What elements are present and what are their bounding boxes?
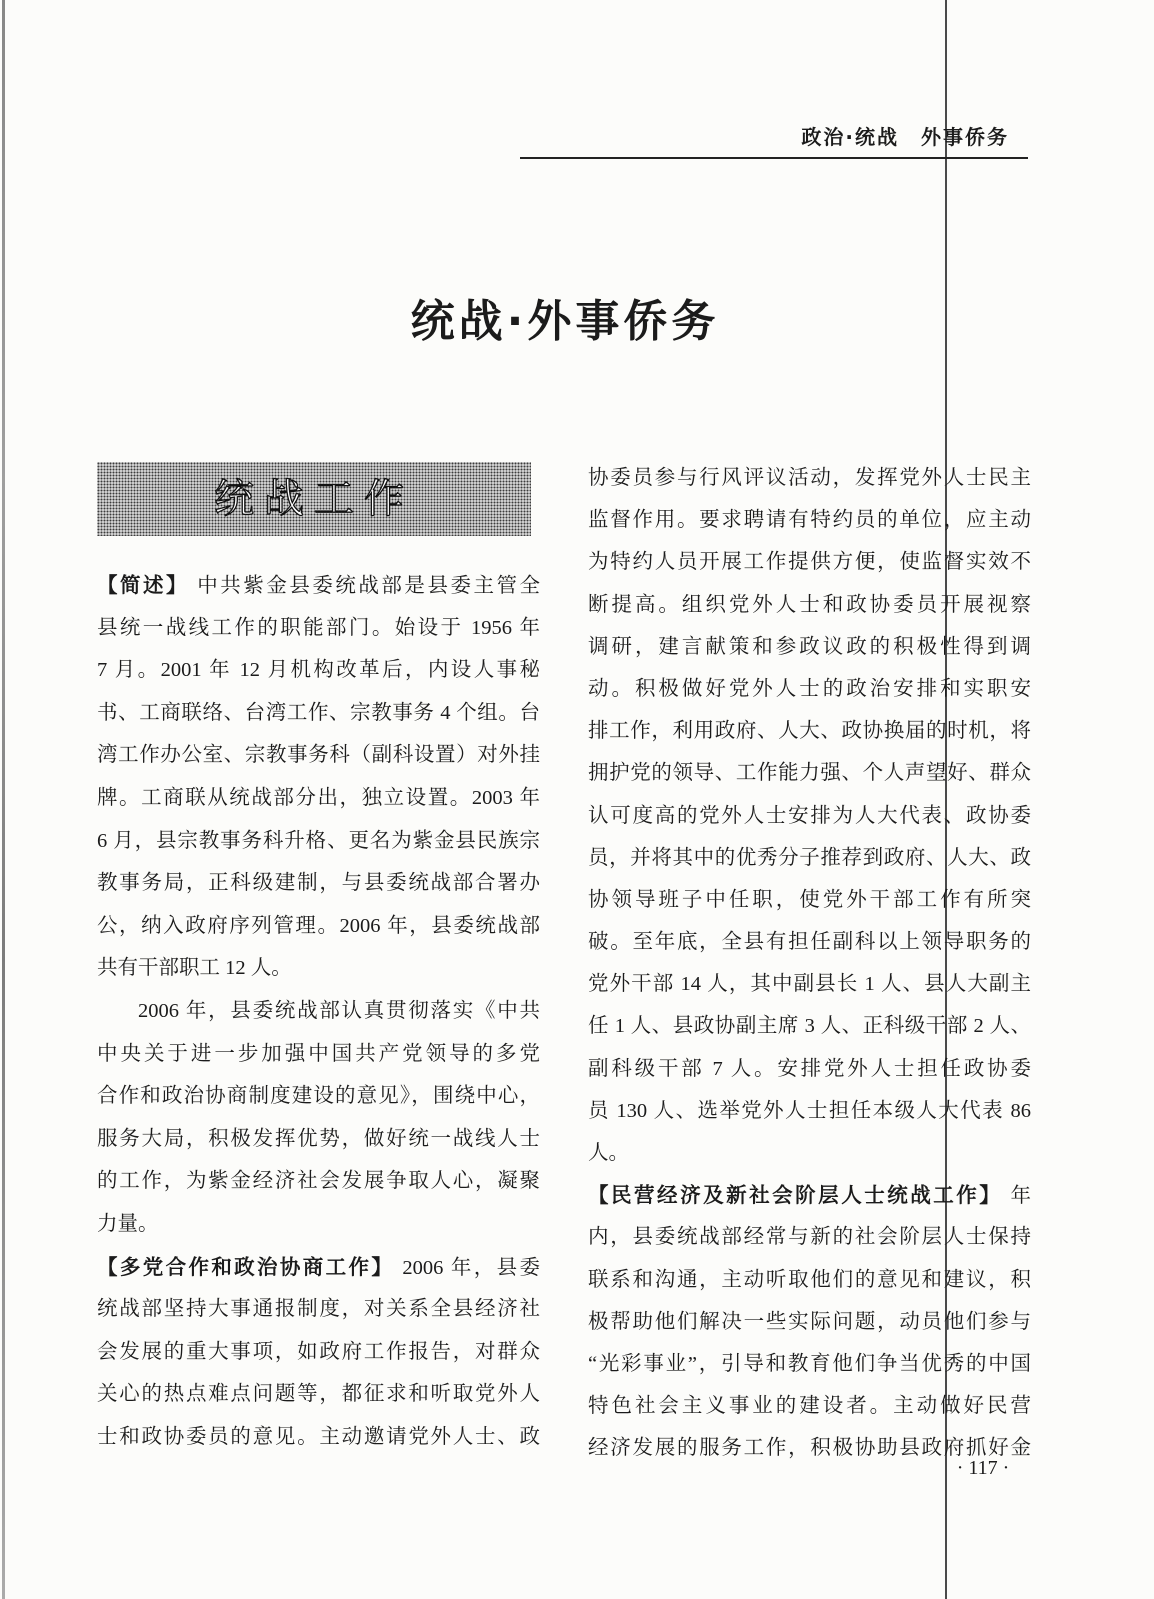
text-line xyxy=(97,564,540,607)
text-line: 断提高。组织党外人士和政协委员开展视察 xyxy=(588,593,1031,616)
text-line: 县统一战线工作的职能部门。始设于 1956 年 xyxy=(97,616,540,639)
text-line: 协领导班子中任职，使党外干部工作有所突 xyxy=(588,888,1031,911)
text-line: 的工作，为紫金经济社会发展争取人心，凝聚 xyxy=(97,1170,540,1193)
left-column xyxy=(97,564,540,1458)
text-line: 7 月。2001 年 12 月机构改革后，内设人事秘 xyxy=(97,659,540,682)
text-line: 破。至年底，全县有担任副科以上领导职务的 xyxy=(588,931,1031,954)
text-line: 内，县委统战部经常与新的社会阶层人士保持 xyxy=(588,1226,1031,1249)
text-line: 牌。工商联从统战部分出，独立设置。2003 年 xyxy=(97,786,540,809)
text-line: 联系和沟通，主动听取他们的意见和建议，积 xyxy=(588,1268,1031,1291)
page-number: · 117 · xyxy=(956,1457,1010,1479)
text-line: 调研，建言献策和参政议政的积极性得到调 xyxy=(588,635,1031,658)
text-line xyxy=(588,1174,1031,1216)
text-line: 为特约人员开展工作提供方便，使监督实效不 xyxy=(588,551,1031,574)
text-line: 监督作用。要求聘请有特约员的单位，应主动 xyxy=(588,509,1031,532)
paragraph-heading: 【简述】 xyxy=(97,573,190,597)
text-line: 合作和政治协商制度建设的意见》，围绕中心， xyxy=(97,1085,540,1108)
text-line: 动。积极做好党外人士的政治安排和实职安 xyxy=(588,677,1031,700)
paragraph-heading: 【多党合作和政治协商工作】 xyxy=(97,1254,395,1279)
text-line-content: 中共紫金县委统战部是县委主管全 xyxy=(197,575,541,597)
page-title: 统战·外事侨务 xyxy=(410,296,720,347)
text-line: 会发展的重大事项，如政府工作报告，对群众 xyxy=(97,1340,540,1363)
header-rule xyxy=(520,157,1028,159)
section-heading: 统战工作 xyxy=(97,462,531,536)
text-line: 员，并将其中的优秀分子推荐到政府、人大、政 xyxy=(588,846,1031,869)
text-line: 湾工作办公室、宗教事务科（副科设置）对外挂 xyxy=(97,744,540,767)
text-line: 认可度高的党外人士安排为人大代表、政协委 xyxy=(588,804,1031,827)
right-column xyxy=(588,457,1031,1470)
text-line: 力量。 xyxy=(97,1212,159,1235)
scan-edge-shadow xyxy=(2,0,5,1599)
text-line: 拥护党的领导、工作能力强、个人声望好、群众 xyxy=(588,762,1031,785)
text-line: 公，纳入政府序列管理。2006 年，县委统战部 xyxy=(97,914,540,937)
text-line: “光彩事业”，引导和教育他们争当优秀的中国 xyxy=(588,1352,1031,1375)
text-line: 经济发展的服务工作，积极协助县政府抓好金 xyxy=(588,1437,1031,1460)
text-line: 副科级干部 7 人。安排党外人士担任政协委 xyxy=(588,1057,1031,1080)
text-line: 排工作，利用政府、人大、政协换届的时机，将 xyxy=(588,720,1031,743)
text-line: 极帮助他们解决一些实际问题，动员他们参与 xyxy=(588,1310,1031,1333)
text-line-content: 2006 年，县委 xyxy=(402,1256,541,1279)
text-line: 任 1 人、县政协副主席 3 人、正科级干部 2 人、 xyxy=(588,1015,1031,1038)
text-line: 特色社会主义事业的建设者。主动做好民营 xyxy=(588,1395,1031,1418)
text-line: 书、工商联络、台湾工作、宗教事务 4 个组。台 xyxy=(97,701,540,724)
running-header-subsection: 外事侨务 xyxy=(921,125,1009,149)
text-line: 党外干部 14 人，其中副县长 1 人、县人大副主 xyxy=(588,973,1031,996)
text-line: 员 130 人、选举党外人士担任本级人大代表 86 xyxy=(588,1099,1031,1122)
text-line: 中央关于进一步加强中国共产党领导的多党 xyxy=(97,1042,540,1065)
paragraph-heading: 【民营经济及新社会阶层人士统战工作】 xyxy=(588,1183,1003,1208)
running-header xyxy=(801,123,1009,151)
text-line: 人。 xyxy=(588,1142,629,1164)
text-line: 2006 年，县委统战部认真贯彻落实《中共 xyxy=(138,999,540,1022)
text-line-content: 年 xyxy=(1010,1185,1031,1208)
running-header-section: 政治·统战 xyxy=(801,125,899,149)
text-line: 共有干部职工 12 人。 xyxy=(97,957,292,980)
text-line: 关心的热点难点问题等，都征求和听取党外人 xyxy=(97,1383,540,1406)
text-line: 服务大局，积极发挥优势，做好统一战线人士 xyxy=(97,1127,540,1150)
text-line: 协委员参与行风评议活动，发挥党外人士民主 xyxy=(588,467,1031,489)
text-line: 6 月，县宗教事务科升格、更名为紫金县民族宗 xyxy=(97,829,540,852)
text-line: 统战部坚持大事通报制度，对关系全县经济社 xyxy=(97,1298,540,1321)
text-line xyxy=(97,1246,540,1289)
text-line: 士和政协委员的意见。主动邀请党外人士、政 xyxy=(97,1425,540,1448)
text-line: 教事务局，正科级建制，与县委统战部合署办 xyxy=(97,872,540,895)
